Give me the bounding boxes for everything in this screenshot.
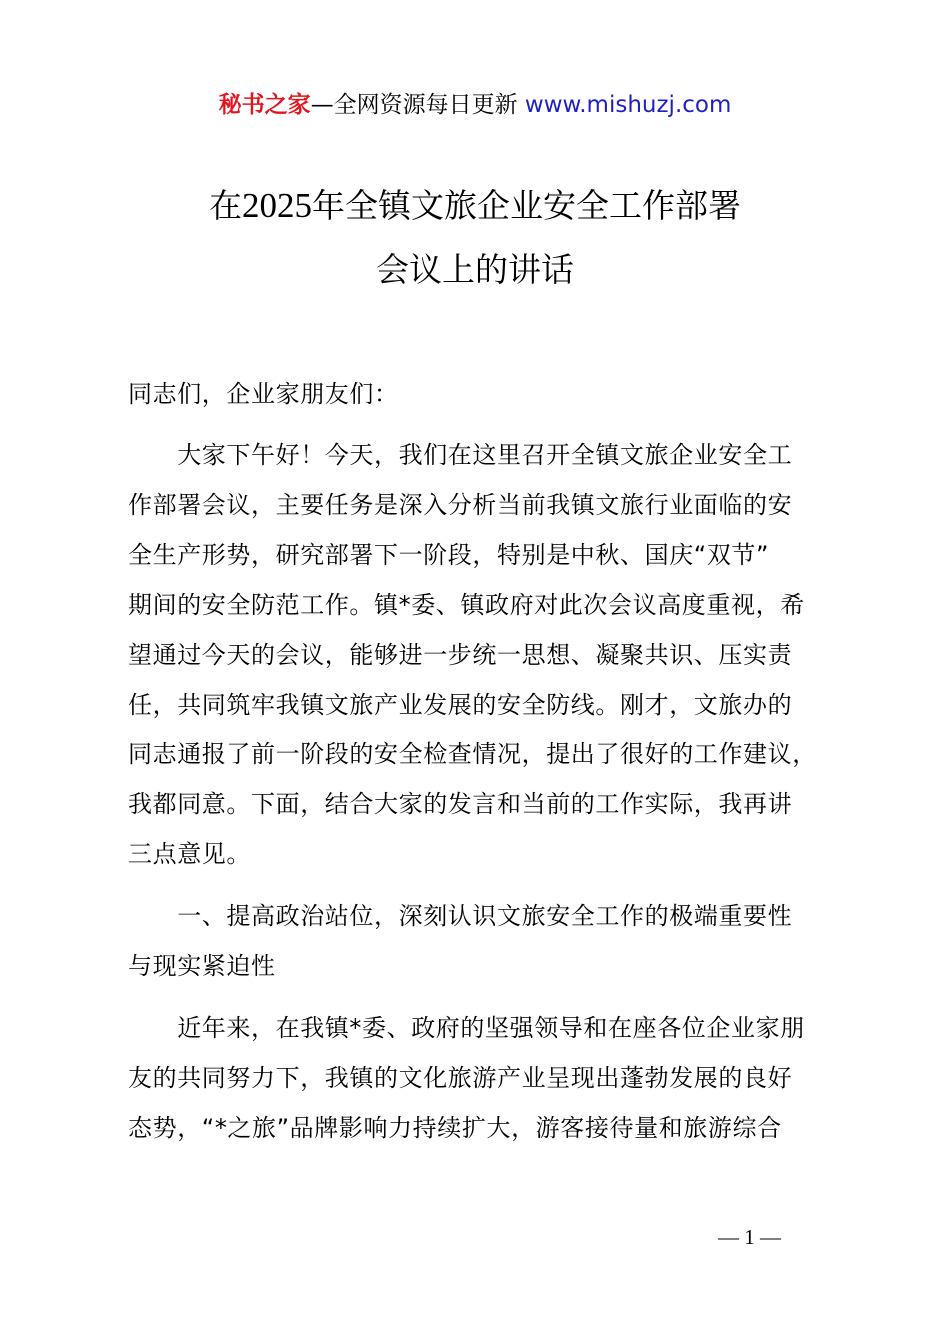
body-line: 期间的安全防范工作。镇*委、镇政府对此次会议高度重视，希	[128, 591, 805, 619]
body-line: 近年来，在我镇*委、政府的坚强领导和在座各位企业家朋	[128, 1014, 805, 1042]
body-line: 同志通报了前一阶段的安全检查情况，提出了很好的工作建议，	[128, 740, 817, 768]
document-title-line-2: 会议上的讲话	[376, 250, 574, 289]
body-line: 作部署会议，主要任务是深入分析当前我镇文旅行业面临的安	[128, 491, 793, 519]
document-title-line-1	[0, 184, 950, 228]
body-line: 大家下午好！今天，我们在这里召开全镇文旅企业安全工	[128, 441, 793, 469]
site-header	[0, 88, 950, 122]
body-line: 任，共同筑牢我镇文旅产业发展的安全防线。刚才，文旅办的	[128, 691, 793, 719]
body-line: 友的共同努力下，我镇的文化旅游产业呈现出蓬勃发展的良好	[128, 1064, 793, 1092]
title-year: 2025	[242, 186, 312, 225]
title-prefix: 在	[209, 186, 242, 225]
site-url-link[interactable]: www.mishuzj.com	[524, 92, 732, 118]
section-heading: 一、提高政治站位，深刻认识文旅安全工作的极端重要性	[128, 902, 793, 930]
body-line: 态势，“*之旅”品牌影响力持续扩大，游客接待量和旅游综合	[128, 1114, 782, 1142]
body-line: 三点意见。	[128, 840, 251, 868]
body-line: 望通过今天的会议，能够进一步统一思想、凝聚共识、压实责	[128, 641, 793, 669]
page-number: — 1 —	[718, 1225, 781, 1249]
header-slogan: —全网资源每日更新	[310, 92, 525, 118]
body-line: 我都同意。下面，结合大家的发言和当前的工作实际，我再讲	[128, 790, 793, 818]
title-rest: 年全镇文旅企业安全工作部署	[312, 186, 741, 225]
section-heading: 与现实紧迫性	[128, 952, 276, 980]
body-line: 全生产形势，研究部署下一阶段，特别是中秋、国庆“双节”	[128, 541, 770, 569]
salutation: 同志们，企业家朋友们：	[128, 380, 399, 408]
brand-name: 秘书之家	[218, 92, 311, 118]
